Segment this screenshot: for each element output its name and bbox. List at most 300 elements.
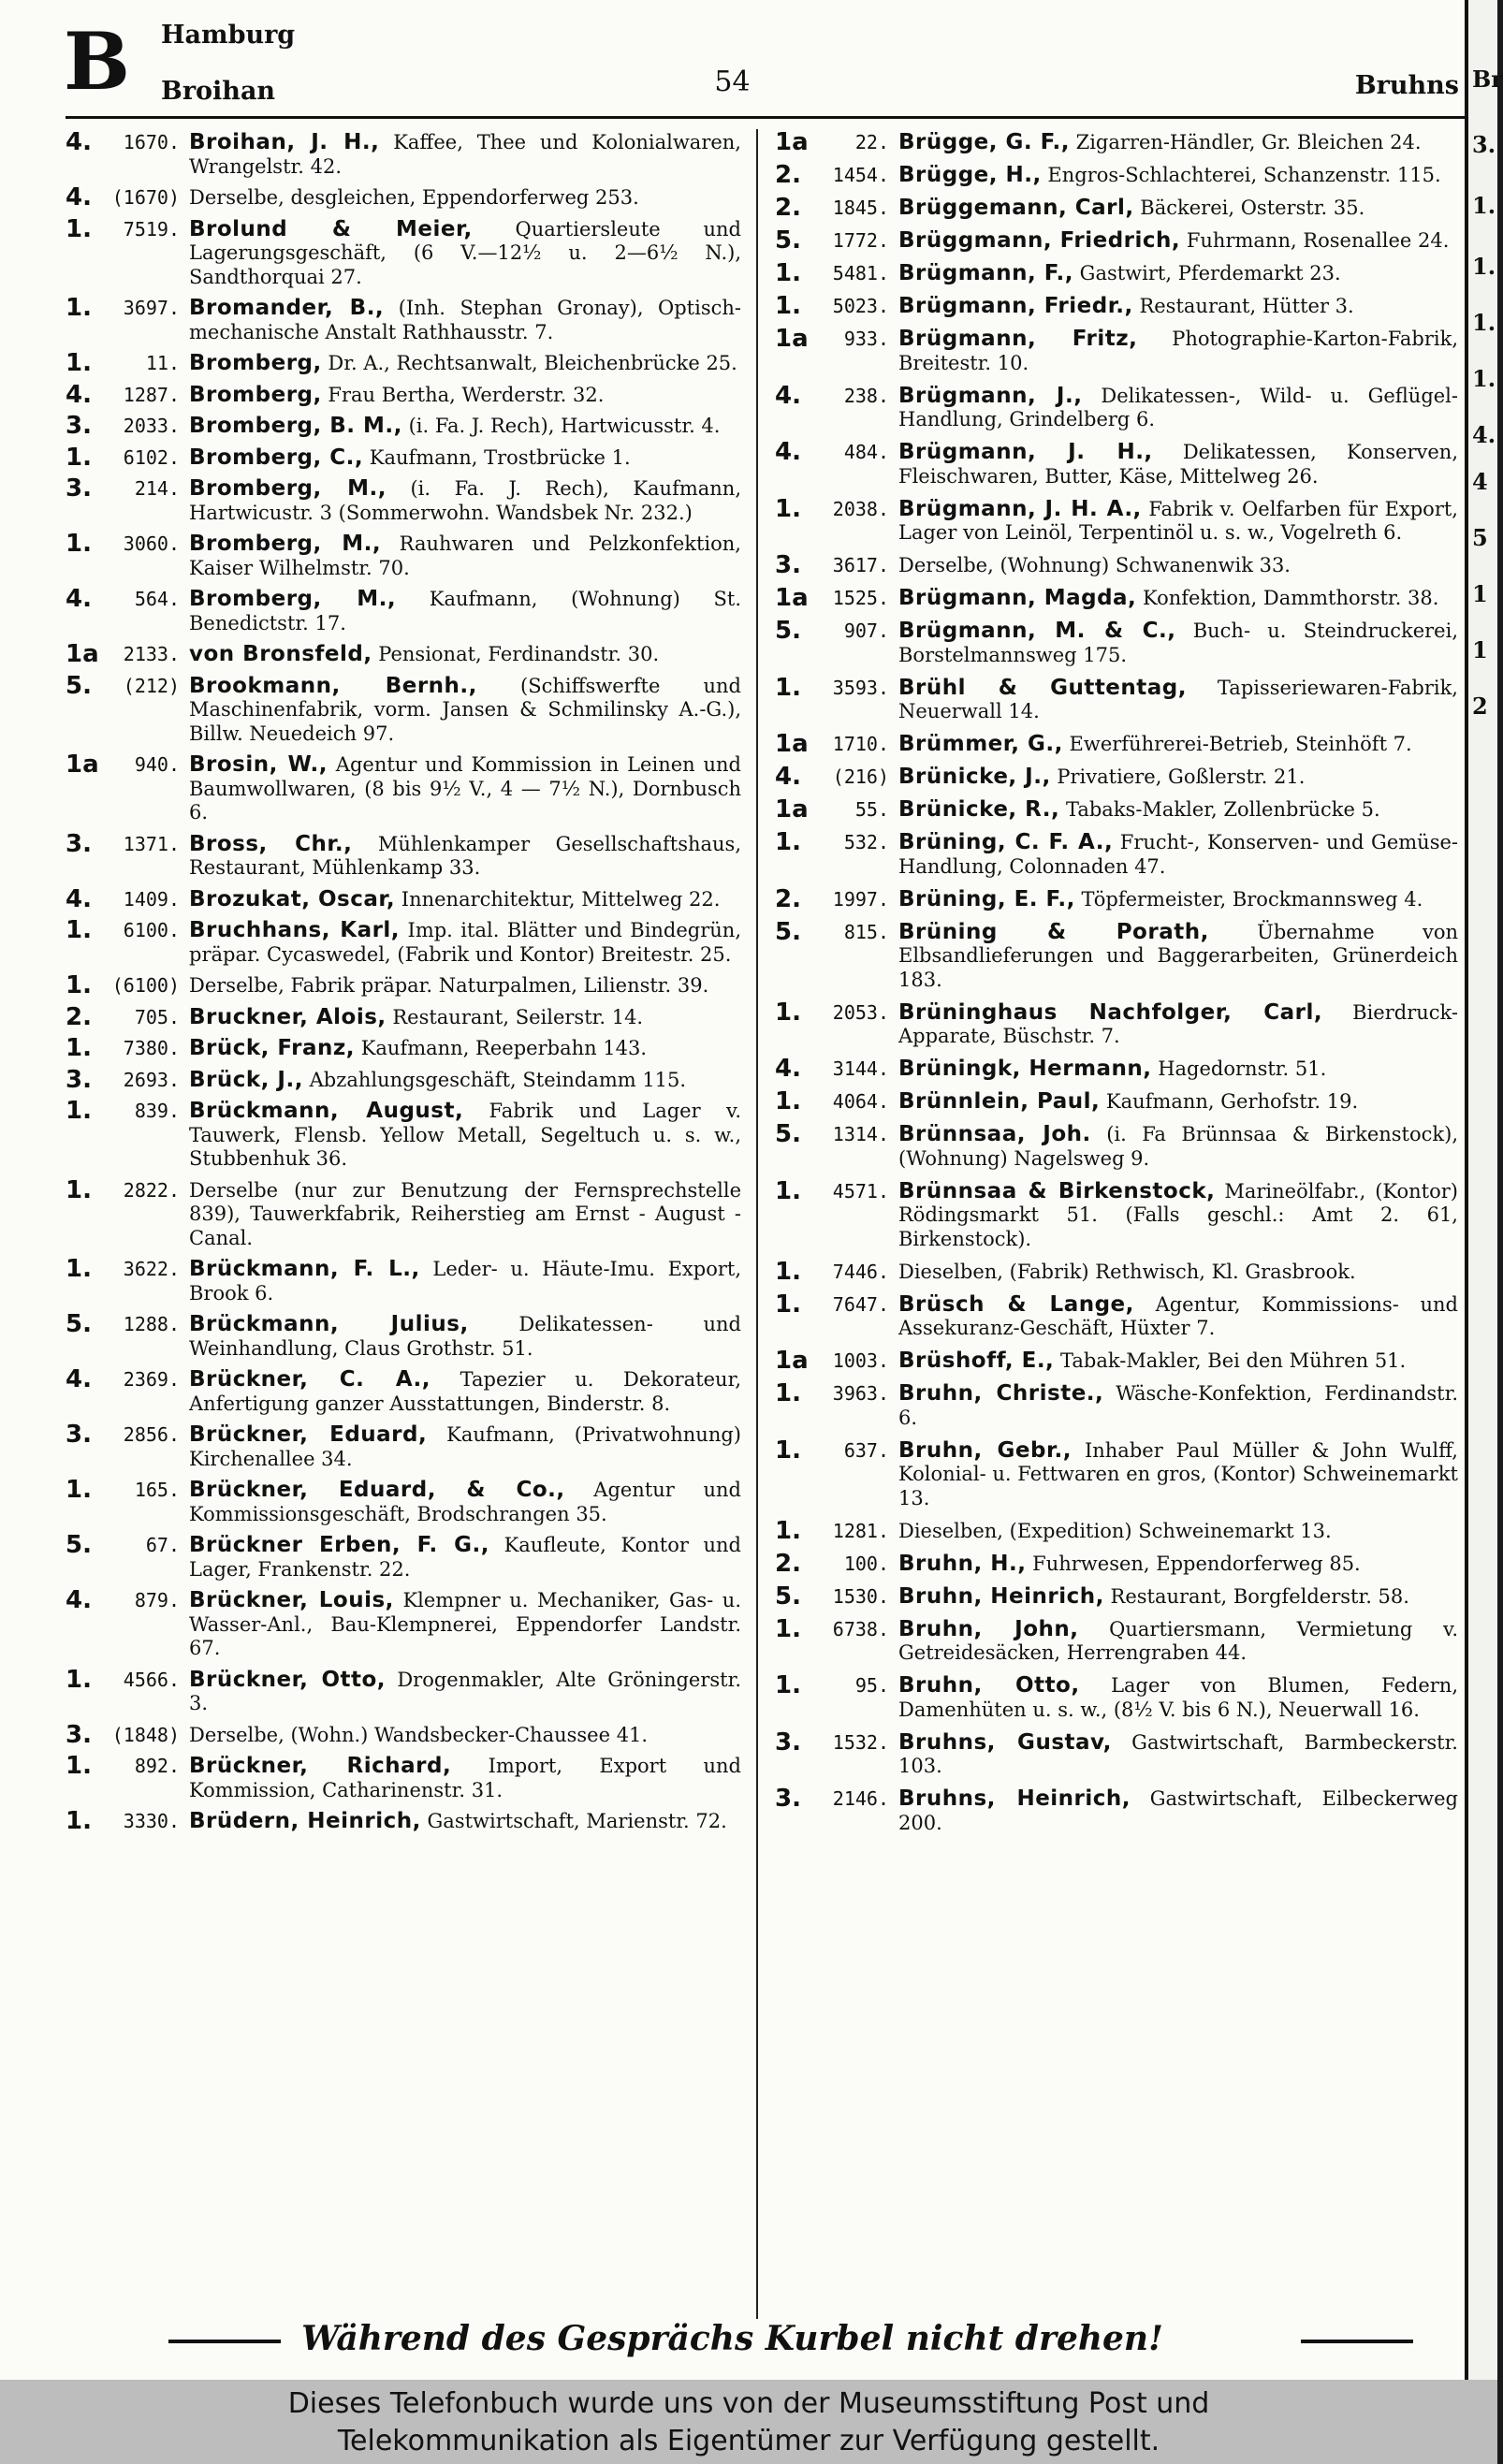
directory-entry (66, 1255, 741, 1305)
entry-name: Brügmann, J., (898, 383, 1083, 408)
entry-district: 3. (66, 1421, 92, 1449)
entry-phone-number: 1532. (832, 1730, 889, 1754)
footer-caption (0, 2380, 1497, 2464)
entry-details: Kaufmann, Reeperbahn 143. (355, 1037, 648, 1059)
entry-district: 1. (775, 1176, 801, 1205)
entry-body (189, 532, 741, 580)
entry-phone-number: 6738. (832, 1617, 889, 1640)
entry-body (898, 262, 1458, 286)
entry-details: Töpfermeister, Brockmannsweg 4. (1074, 887, 1423, 911)
entry-phone-number: 907. (843, 620, 889, 642)
entry-district: 1a (775, 730, 809, 758)
directory-entry (66, 380, 741, 409)
entry-district: 1. (775, 1516, 801, 1545)
entry-body (189, 297, 741, 344)
entry-phone-number: 2369. (123, 1368, 180, 1391)
entry-body (189, 888, 741, 912)
adjacent-page-fragment: 1. (1472, 192, 1496, 219)
entry-name: Brückner, Louis, (189, 1588, 394, 1612)
entry-body (189, 1423, 741, 1471)
entry-name: Bromberg, M., (189, 476, 387, 501)
directory-entry (66, 916, 742, 967)
entry-details: Photographie-Karton-Fabrik, Breitestr. 10. (898, 328, 1459, 374)
entry-phone-number: 1525. (832, 587, 889, 609)
entry-details: Engros-Schlachterei, Schanzenstr. 115. (1041, 164, 1441, 186)
directory-entry (66, 1665, 742, 1716)
entry-name: Brüggemann, Carl, (898, 196, 1134, 220)
entry-details: Kaufmann, (Privatwohnung) Kirchenallee 34. (189, 1423, 741, 1470)
entry-name: Brück, Franz, (189, 1036, 356, 1060)
entry-district: 1. (66, 1752, 92, 1780)
entry-body (898, 798, 1458, 823)
entry-body (898, 1001, 1458, 1049)
entry-phone-number: 2856. (123, 1423, 180, 1446)
motto-banner: Während des Gesprächs Kurbel nicht drehen! (301, 2319, 1163, 2358)
directory-entry (775, 673, 1458, 724)
entry-body (189, 1368, 741, 1416)
entry-district: 3. (775, 1728, 801, 1757)
directory-entry (775, 1516, 1458, 1545)
entry-district: 5. (66, 671, 92, 700)
entry-phone-number: 2053. (832, 1000, 889, 1024)
directory-entry (66, 349, 741, 377)
entry-details: Klempner u. Mechaniker, Gas- u. Wasser-Anl., Bau-Klempnerei, Eppendorfer Landstr. 67. (189, 1589, 741, 1659)
directory-entry (775, 161, 1458, 189)
entry-details: Delikatessen, Konserven, Fleischwaren, Butter, Käse, Mittelweg 26. (898, 441, 1458, 488)
entry-details: Abzahlungsgeschäft, Steindamm 115. (302, 1068, 687, 1091)
directory-entry (66, 294, 741, 344)
entry-name: Brügmann, M. & C., (898, 619, 1176, 643)
directory-entry (775, 998, 1458, 1049)
left-column (66, 128, 742, 1842)
entry-phone-number: 484. (843, 441, 889, 463)
entry-body (898, 1180, 1458, 1252)
entry-phone-number: 1288. (123, 1313, 180, 1335)
entry-district: 5. (66, 1310, 92, 1338)
entry-name: Brückmann, August, (189, 1099, 464, 1123)
directory-entry (775, 1582, 1458, 1611)
entry-body (189, 477, 741, 525)
entry-district: 1a (775, 128, 809, 156)
entry-name: Brüning & Porath, (898, 919, 1209, 944)
directory-entry (775, 551, 1458, 579)
entry-name: Bruhn, Christe., (898, 1381, 1104, 1406)
entry-name: Brünnlein, Paul, (898, 1089, 1101, 1114)
entry-details: Derselbe, (Wohnung) Schwanenwik 33. (898, 554, 1291, 576)
entry-body (189, 384, 741, 408)
entry-phone-number: 705. (134, 1005, 180, 1028)
entry-details: Gastwirt, Pferdemarkt 23. (1073, 262, 1341, 284)
adjacent-page-fragment: 1. (1472, 365, 1496, 392)
entry-phone-number: 6100. (123, 919, 180, 941)
entry-district: 4. (66, 884, 92, 913)
entry-district: 1. (66, 349, 92, 377)
entry-phone-number: 214. (134, 477, 180, 500)
directory-entry (66, 585, 741, 635)
directory-entry (66, 443, 741, 472)
header-city: Hamburg (161, 21, 296, 50)
entry-phone-number: 4064. (832, 1090, 889, 1113)
entry-name: Brüdern, Heinrich, (189, 1809, 421, 1833)
entry-name: Brückner, Otto, (189, 1667, 387, 1692)
entry-name: Bromander, B., (189, 296, 385, 320)
entry-details: Kaufmann, (Wohnung) St. Benedictstr. 17. (189, 588, 741, 634)
entry-phone-number: 238. (843, 384, 889, 407)
entry-phone-number: 2038. (832, 497, 889, 520)
directory-entry (66, 1065, 741, 1094)
entry-district: 1. (775, 1379, 801, 1407)
directory-entry (66, 412, 741, 440)
entry-body (189, 415, 741, 439)
directory-entry (66, 1365, 741, 1416)
entry-phone-number: 892. (134, 1755, 180, 1777)
adjacent-page-fragment: 3. (1472, 131, 1496, 158)
entry-phone-number: 3622. (123, 1258, 180, 1280)
entry-name: Bromberg, (189, 351, 322, 375)
directory-entry (775, 1176, 1458, 1252)
entry-body (898, 677, 1458, 724)
entry-body (189, 1179, 741, 1251)
entry-district: 5. (775, 617, 801, 645)
entry-name: Brügmann, Fritz, (898, 327, 1138, 351)
entry-body (189, 833, 741, 881)
directory-entry (775, 828, 1458, 879)
entry-district: 1. (66, 1097, 92, 1125)
entry-name: Brünnsaa & Birkenstock, (898, 1178, 1216, 1203)
entry-district: 5. (66, 1531, 92, 1559)
entry-phone-number: 3593. (832, 676, 889, 699)
entry-district: 4. (775, 763, 801, 791)
entry-phone-number: 5023. (832, 295, 889, 317)
adjacent-page-fragment: 4 (1472, 468, 1488, 495)
entry-details: Hagedornstr. 51. (1151, 1057, 1327, 1080)
directory-entry (66, 1807, 741, 1835)
directory-entry (66, 884, 741, 913)
entry-body (189, 1313, 741, 1361)
entry-district: 1a (66, 640, 99, 668)
entry-details: Agentur und Kommissionsgeschäft, Brodschrangen 35. (189, 1479, 741, 1525)
entry-phone-number: 2822. (123, 1178, 180, 1202)
entry-district: 1. (775, 673, 801, 702)
entry-phone-number: 2133. (123, 643, 180, 665)
entry-phone-number: 3060. (123, 532, 180, 555)
directory-entry (775, 1120, 1458, 1171)
directory-entry (775, 438, 1458, 488)
entry-district: 4. (66, 1586, 92, 1614)
entry-details: Mühlenkamper Gesellschaftshaus, Restaurant, Mühlenkamp 33. (189, 832, 741, 879)
entry-details: Kaufleute, Kontor und Lager, Frankenstr. 22. (189, 1534, 741, 1581)
entry-district: 5. (775, 1120, 801, 1148)
entry-name: Brück, J., (189, 1067, 303, 1092)
entry-district: 4. (66, 1365, 92, 1393)
entry-phone-number: 1409. (123, 887, 180, 911)
entry-district: 4. (66, 380, 92, 409)
entry-body (898, 385, 1458, 432)
entry-body (189, 1006, 741, 1030)
entry-phone-number: 879. (134, 1589, 180, 1611)
directory-entry (66, 1175, 741, 1251)
entry-phone-number: 564. (134, 588, 180, 610)
entry-name: Brückmann, F. L., (189, 1257, 420, 1281)
entry-name: Bruhns, Heinrich, (898, 1786, 1131, 1811)
entry-name: von Bronsfeld, (189, 642, 372, 666)
entry-district: 4. (775, 381, 801, 410)
entry-details: Quartiersmann, Vermietung v. Getreidesäcken, Herrengraben 44. (898, 1617, 1458, 1664)
entry-details: Agentur, Kommissions- und Assekuranz-Geschäft, Hüxter 7. (898, 1292, 1458, 1339)
entry-district: 1. (66, 214, 92, 243)
entry-body (898, 131, 1458, 155)
entry-district: 1. (66, 1476, 92, 1504)
entry-body (189, 1810, 741, 1834)
entry-body (898, 831, 1458, 879)
entry-phone-number: 1845. (832, 197, 889, 219)
entry-name: Brückner, C. A., (189, 1367, 431, 1392)
entry-phone-number: 4566. (123, 1668, 180, 1691)
entry-district: 2. (775, 161, 801, 189)
entry-body (189, 131, 741, 179)
entry-details: Imp. ital. Blätter und Bindegrün, präpar. Cycaswedel, (Fabrik und Kontor) Breitestr. 25. (189, 919, 742, 966)
entry-district: 4. (66, 183, 92, 211)
entry-district: 2. (66, 1002, 92, 1031)
entry-body (189, 1258, 741, 1305)
entry-district: 3. (66, 412, 92, 440)
entry-body (189, 675, 741, 747)
entry-name: Brüningk, Hermann, (898, 1057, 1152, 1081)
entry-body (898, 164, 1458, 188)
entry-phone-number: (1670) (111, 186, 180, 209)
entry-details: Rauhwaren und Pelzkonfektion, Kaiser Wilhelmstr. 70. (189, 532, 741, 579)
entry-phone-number: 3697. (123, 297, 180, 319)
entry-details: Dieselben, (Expedition) Schweinemarkt 13. (898, 1519, 1332, 1542)
directory-entry (775, 1057, 1458, 1082)
entry-phone-number: 4571. (832, 1179, 889, 1203)
entry-name: Bruhn, Heinrich, (898, 1583, 1104, 1609)
entry-name: Brückner Erben, F. G., (189, 1533, 489, 1557)
directory-entry (66, 1586, 741, 1661)
directory-entry (775, 1349, 1458, 1374)
entry-district: 1. (775, 1257, 801, 1286)
directory-entry (775, 1614, 1458, 1666)
section-letter: B (64, 15, 130, 108)
entry-phone-number: 637. (843, 1438, 889, 1462)
entry-name: Brückner, Richard, (189, 1754, 452, 1778)
page-number: 54 (714, 66, 751, 98)
entry-name: Brünnsaa, Joh. (898, 1122, 1091, 1146)
entry-details: Privatiere, Goßlerstr. 21. (1050, 765, 1306, 788)
directory-entry (775, 1671, 1459, 1722)
entry-district: 1. (775, 292, 801, 320)
entry-district: 1. (775, 1290, 801, 1319)
entry-phone-number: 1287. (123, 383, 180, 406)
entry-body (898, 1585, 1458, 1610)
entry-name: Bross, Chr., (189, 831, 353, 856)
entry-body (898, 1090, 1458, 1115)
entry-body (189, 1589, 741, 1661)
entry-details: Tabak-Makler, Bei den Mühren 51. (1054, 1349, 1407, 1372)
entry-phone-number: 815. (843, 920, 889, 943)
entry-phone-number: 839. (134, 1100, 180, 1122)
entry-name: Bruhn, John, (898, 1616, 1079, 1641)
entry-district: 1a (775, 795, 809, 824)
entry-details: Tapisseriewaren-Fabrik, Neuerwall 14. (898, 676, 1458, 722)
directory-entry (66, 971, 741, 999)
entry-district: 1. (66, 1255, 92, 1283)
directory-entry (66, 128, 741, 179)
header-rule (66, 116, 1465, 119)
entry-details: Delikatessen- und Weinhandlung, Claus Grothstr. 51. (189, 1313, 741, 1360)
entry-details: Derselbe, (Wohn.) Wandsbecker-Chaussee 41. (189, 1723, 649, 1746)
entry-district: 3. (66, 1065, 92, 1094)
entry-body (898, 1057, 1458, 1082)
entry-name: Bruchhans, Karl, (189, 918, 401, 942)
directory-entry (775, 381, 1458, 432)
entry-body (189, 218, 741, 290)
entry-body (898, 1382, 1458, 1430)
entry-details: (Inh. Stephan Gronay), Optisch-mechanische Anstalt Rathhausstr. 7. (189, 297, 741, 343)
entry-body (898, 229, 1458, 254)
entry-district: 1a (775, 325, 809, 353)
entry-district: 1. (775, 1671, 801, 1699)
entry-body (189, 352, 741, 376)
entry-name: Bromberg, B. M., (189, 414, 402, 438)
entry-name: Brückner, Eduard, & Co., (189, 1478, 565, 1502)
directory-entry (775, 795, 1458, 824)
entry-district: 1a (775, 584, 809, 612)
directory-entry (775, 1549, 1458, 1578)
footer-line-2: Telekommunikation als Eigentümer zur Verfügung gestellt. (337, 2425, 1160, 2457)
entry-details: Bäckerei, Osterstr. 35. (1133, 197, 1365, 219)
entry-district: 1. (66, 1665, 92, 1694)
entry-name: Brügge, H., (898, 163, 1042, 187)
entry-district: 5. (775, 226, 801, 255)
entry-details: Konfektion, Dammthorstr. 38. (1136, 587, 1439, 609)
entry-phone-number: (6100) (111, 974, 180, 997)
entry-body (898, 1261, 1458, 1285)
entry-district: 1. (775, 259, 801, 287)
entry-body (189, 1069, 741, 1093)
entry-body (898, 1618, 1458, 1666)
entry-phone-number: 1997. (832, 887, 889, 911)
entry-phone-number: 55. (854, 798, 889, 821)
entry-phone-number: 2693. (123, 1068, 180, 1091)
entry-district: 3. (775, 551, 801, 579)
directory-entry (66, 1034, 741, 1062)
entry-district: 5. (775, 917, 801, 946)
entry-district: 1. (66, 1034, 92, 1062)
entry-details: Fuhrmann, Rosenallee 24. (1180, 229, 1450, 252)
directory-entry (66, 640, 741, 668)
header-first-entry: Broihan (161, 77, 276, 106)
entry-details: Dr. A., Rechtsanwalt, Bleichenbrücke 25. (321, 352, 737, 374)
entry-name: Brügge, G. F., (898, 130, 1070, 154)
entry-district: 4. (775, 438, 801, 466)
adjacent-page-fragment: 1. (1472, 253, 1496, 280)
motto-rule-right (1301, 2340, 1413, 2343)
directory-entry (775, 1379, 1458, 1430)
entry-name: Brüsch & Lange, (898, 1291, 1134, 1317)
entry-details: Delikatessen-, Wild- u. Geflügel-Handlung, Grindelberg 6. (898, 384, 1458, 430)
footer-line-1: Dieses Telefonbuch wurde uns von der Museumsstiftung Post und (287, 2387, 1210, 2420)
entry-body (189, 1669, 741, 1716)
entry-phone-number: (216) (832, 765, 889, 788)
adjacent-page-fragment: 2 (1472, 693, 1488, 720)
entry-phone-number: 1281. (832, 1519, 889, 1542)
directory-entry (66, 1531, 741, 1582)
entry-details: (i. Fa. J. Rech), Hartwicusstr. 4. (401, 415, 721, 437)
column-divider (756, 129, 758, 2319)
entry-body (189, 1724, 741, 1748)
directory-entry (775, 917, 1459, 993)
directory-entry (775, 1787, 1458, 1835)
entry-body (189, 1755, 741, 1802)
directory-entry (775, 1257, 1458, 1286)
entry-details: Import, Export und Kommission, Catharinenstr. 31. (189, 1755, 741, 1801)
directory-entry (775, 1087, 1458, 1115)
entry-name: Brüning, E. F., (898, 886, 1075, 911)
entry-name: Brüshoff, E., (898, 1349, 1055, 1373)
entry-body (898, 554, 1458, 578)
entry-body (189, 186, 741, 211)
entry-district: 1. (66, 443, 92, 472)
entry-phone-number: 95. (854, 1674, 889, 1697)
entry-body (189, 1100, 741, 1172)
entry-district: 1. (775, 1436, 801, 1465)
entry-name: Brozukat, Oscar, (189, 886, 396, 911)
entry-phone-number: 1710. (832, 733, 889, 755)
entry-body (898, 765, 1458, 790)
directory-entry (775, 292, 1458, 320)
entry-body (898, 328, 1458, 375)
entry-name: Bromberg, M., (189, 532, 382, 556)
entry-body (189, 446, 741, 471)
entry-details: (Schiffswerfte und Maschinenfabrik, vorm. Jansen & Schmilinsky A.-G.), Billw. Neuedeich 97. (189, 674, 742, 745)
entry-body (189, 1037, 741, 1061)
adjacent-page-fragment: 1 (1472, 636, 1488, 663)
entry-name: Brügmann, F., (898, 261, 1073, 285)
entry-details: Kaufmann, Gerhofstr. 19. (1100, 1090, 1359, 1113)
entry-details: Fabrik v. Oelfarben für Export, Lager von Leinöl, Terpentinöl u. s. w., Vogelreth 6. (898, 497, 1458, 544)
entry-details: Drogenmakler, Alte Gröningerstr. 3. (189, 1668, 742, 1714)
directory-entry (775, 259, 1458, 287)
entry-name: Brosin, W., (189, 752, 328, 777)
entry-name: Bruckner, Alois, (189, 1004, 387, 1029)
entry-phone-number: 1772. (832, 229, 889, 252)
entry-name: Brügmann, J. H. A., (898, 496, 1142, 521)
adjacent-page-fragment: Br (1472, 66, 1503, 93)
entry-name: Bromberg, (189, 382, 322, 407)
entry-phone-number: (212) (123, 674, 180, 697)
entry-district: 1a (775, 1347, 809, 1375)
entry-details: (i. Fa. J. Rech), Kaufmann, Hartwicustr. 3 (Sommerwohn. Wandsbek Nr. 232.) (189, 477, 741, 524)
entry-phone-number: 1314. (832, 1123, 889, 1145)
directory-entry (775, 194, 1458, 222)
directory-entry (66, 1720, 741, 1749)
adjacent-page-strip (1465, 0, 1503, 2380)
entry-body (189, 1479, 741, 1526)
entry-district: 4. (775, 1055, 801, 1083)
entry-district: 1a (66, 751, 99, 779)
entry-details: Fabrik und Lager v. Tauwerk, Flensb. Yellow Metall, Segeltuch u. s. w., Stubbenhuk 36. (189, 1100, 741, 1170)
entry-details: Quartiersleute und Lagerungsgeschäft, (6 V.—12½ u. 2—6½ N.), Sandthorquai 27. (189, 217, 741, 288)
entry-phone-number: 940. (134, 753, 180, 776)
entry-details: Gastwirtschaft, Eilbeckerweg 200. (898, 1787, 1458, 1834)
directory-entry (66, 474, 741, 525)
entry-district: 1. (66, 916, 92, 944)
entry-details: Derselbe, desgleichen, Eppendorferweg 253. (189, 186, 639, 209)
entry-body (189, 588, 741, 635)
directory-entry (775, 494, 1458, 546)
entry-phone-number: 2033. (123, 415, 180, 437)
